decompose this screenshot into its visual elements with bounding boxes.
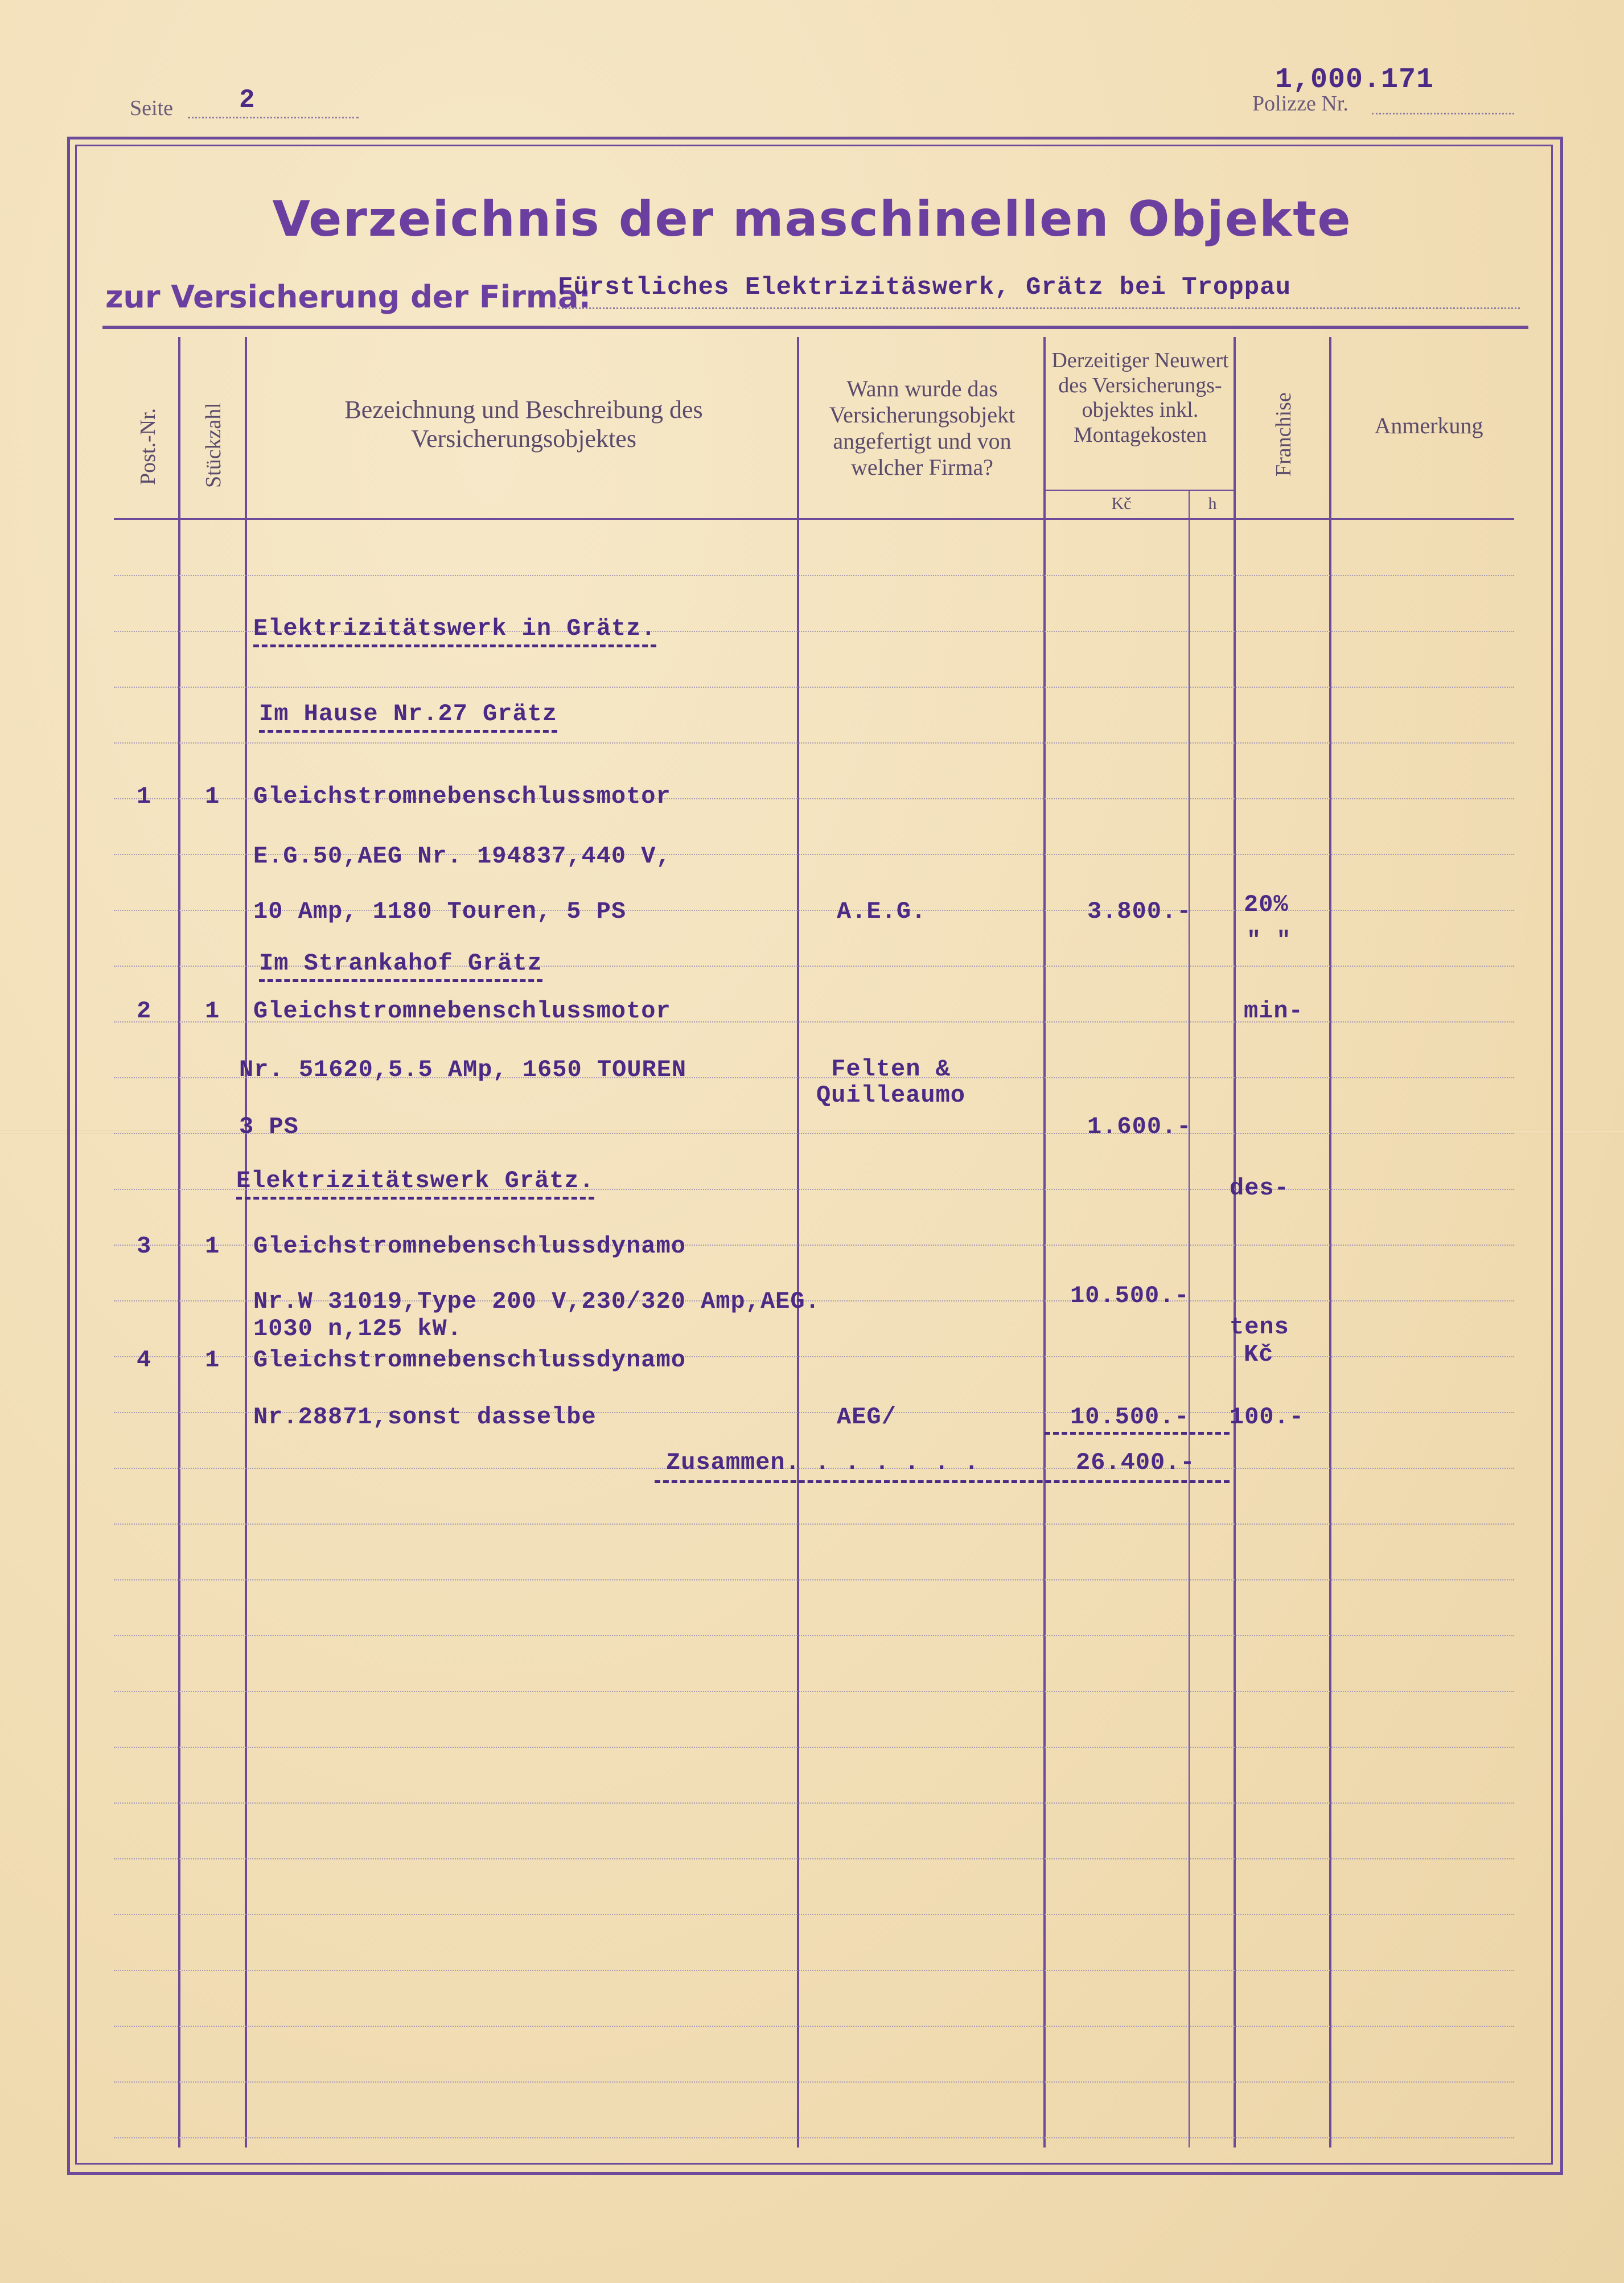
total-label: Zusammen. . . . . . . xyxy=(666,1449,980,1476)
ruled-line xyxy=(114,1579,1514,1582)
item-line: E.G.50,AEG Nr. 194837,440 V, xyxy=(253,843,671,870)
item-line: Nr.28871,sonst dasselbe xyxy=(253,1403,597,1431)
col-kc: Kč xyxy=(1111,494,1132,513)
col-neuwert: Derzeitiger Neuwert des Versicherungs- objektes inkl. Montagekosten xyxy=(1051,348,1229,447)
subtotal-rule xyxy=(1045,1432,1230,1435)
franchise-text: Kč xyxy=(1244,1341,1274,1368)
col-divider-5 xyxy=(1234,337,1236,2148)
item-line: Gleichstromnebenschlussmotor xyxy=(253,997,671,1025)
item-line: Nr. 51620,5.5 AMp, 1650 TOUREN xyxy=(239,1056,687,1083)
item-firma: AEG/ xyxy=(837,1403,897,1431)
section-heading: Elektrizitätswerk Grätz. xyxy=(236,1167,594,1200)
col-divider-kc-h xyxy=(1189,490,1190,2148)
section-heading: Elektrizitätswerk in Grätz. xyxy=(253,615,656,647)
ruled-line xyxy=(114,1747,1514,1749)
item-firma: Felten & Quilleaumo xyxy=(816,1056,966,1110)
item-stueck: 1 xyxy=(205,1233,220,1260)
item-neuwert: 10.500.- xyxy=(1070,1403,1190,1431)
col-divider-1 xyxy=(178,337,180,2148)
col-post-nr: Post.-Nr. xyxy=(136,408,160,485)
item-post: 2 xyxy=(137,997,152,1025)
polizze-value: 1,000.171 xyxy=(1275,64,1434,96)
col-stueckzahl: Stückzahl xyxy=(202,403,225,488)
total-value: 26.400.- xyxy=(1076,1449,1195,1476)
franchise-text: 100.- xyxy=(1230,1403,1305,1431)
item-line: Gleichstromnebenschlussmotor xyxy=(253,783,671,810)
seite-label: Seite xyxy=(130,96,173,120)
ruled-line xyxy=(114,1524,1514,1526)
ruled-line xyxy=(114,1802,1514,1805)
section-heading: Im Strankahof Grätz xyxy=(259,950,542,982)
franchise-text: min- xyxy=(1244,997,1304,1025)
ruled-line xyxy=(114,1914,1514,1916)
franchise-text: 20% xyxy=(1244,891,1289,918)
polizze-dotline xyxy=(1372,113,1514,114)
item-line: Gleichstromnebenschlussdynamo xyxy=(253,1346,686,1374)
ruled-line xyxy=(114,2137,1514,2140)
franchise-text: des- xyxy=(1230,1175,1289,1202)
item-stueck: 1 xyxy=(205,783,220,810)
col-divider-4 xyxy=(1043,337,1046,2148)
col-divider-3 xyxy=(797,337,799,2148)
col-h: h xyxy=(1208,494,1217,513)
title-rule xyxy=(102,326,1528,329)
item-post: 1 xyxy=(137,783,152,810)
franchise-text: tens xyxy=(1230,1313,1289,1341)
item-stueck: 1 xyxy=(205,1346,220,1374)
kc-h-rule xyxy=(1043,490,1234,491)
firma-value: Fürstliches Elektrizitäswerk, Grätz bei Troppau xyxy=(558,273,1292,302)
total-rule xyxy=(655,1480,1230,1483)
ruled-line xyxy=(114,575,1514,577)
col-wann: Wann wurde das Versicherungsobjekt angefertigt und von welcher Firma? xyxy=(829,376,1015,480)
seite-dotline xyxy=(188,117,359,118)
item-line: 1030 n,125 kW. xyxy=(253,1315,462,1342)
item-firma: A.E.G. xyxy=(837,898,927,925)
section-heading: Im Hause Nr.27 Grätz xyxy=(259,700,557,733)
ruled-line xyxy=(114,1635,1514,1637)
col-divider-6 xyxy=(1329,337,1331,2148)
item-neuwert: 3.800.- xyxy=(1087,898,1192,925)
item-line: Nr.W 31019,Type 200 V,230/320 Amp,AEG. xyxy=(253,1288,820,1315)
ruled-line xyxy=(114,687,1514,689)
ruled-line xyxy=(114,742,1514,745)
item-line: 10 Amp, 1180 Touren, 5 PS xyxy=(253,898,627,925)
polizze-label: Polizze Nr. xyxy=(1252,92,1348,116)
col-franchise: Franchise xyxy=(1272,392,1296,477)
item-post: 3 xyxy=(137,1233,152,1260)
header-bottom-rule xyxy=(114,518,1514,520)
firma-dotline xyxy=(558,307,1520,309)
ruled-line xyxy=(114,1691,1514,1693)
item-post: 4 xyxy=(137,1346,152,1374)
ruled-line xyxy=(114,1970,1514,1972)
col-anmerkung: Anmerkung xyxy=(1374,413,1483,438)
seite-value: 2 xyxy=(239,85,256,115)
ruled-line xyxy=(114,1858,1514,1861)
item-line: 3 PS xyxy=(239,1113,299,1140)
item-neuwert: 10.500.- xyxy=(1070,1282,1190,1309)
ruled-line xyxy=(114,2026,1514,2028)
item-line: Gleichstromnebenschlussdynamo xyxy=(253,1233,686,1260)
page-title: Verzeichnis der maschinellen Objekte xyxy=(272,191,1352,248)
col-bezeichnung: Bezeichnung und Beschreibung des Versicherungsobjektes xyxy=(344,396,703,453)
franchise-text: " " xyxy=(1247,927,1292,954)
ruled-line xyxy=(114,2081,1514,2084)
firma-label: zur Versicherung der Firma: xyxy=(105,279,591,315)
ruled-line xyxy=(114,1133,1514,1135)
item-neuwert: 1.600.- xyxy=(1087,1113,1192,1140)
col-divider-2 xyxy=(245,337,247,2148)
item-stueck: 1 xyxy=(205,997,220,1025)
